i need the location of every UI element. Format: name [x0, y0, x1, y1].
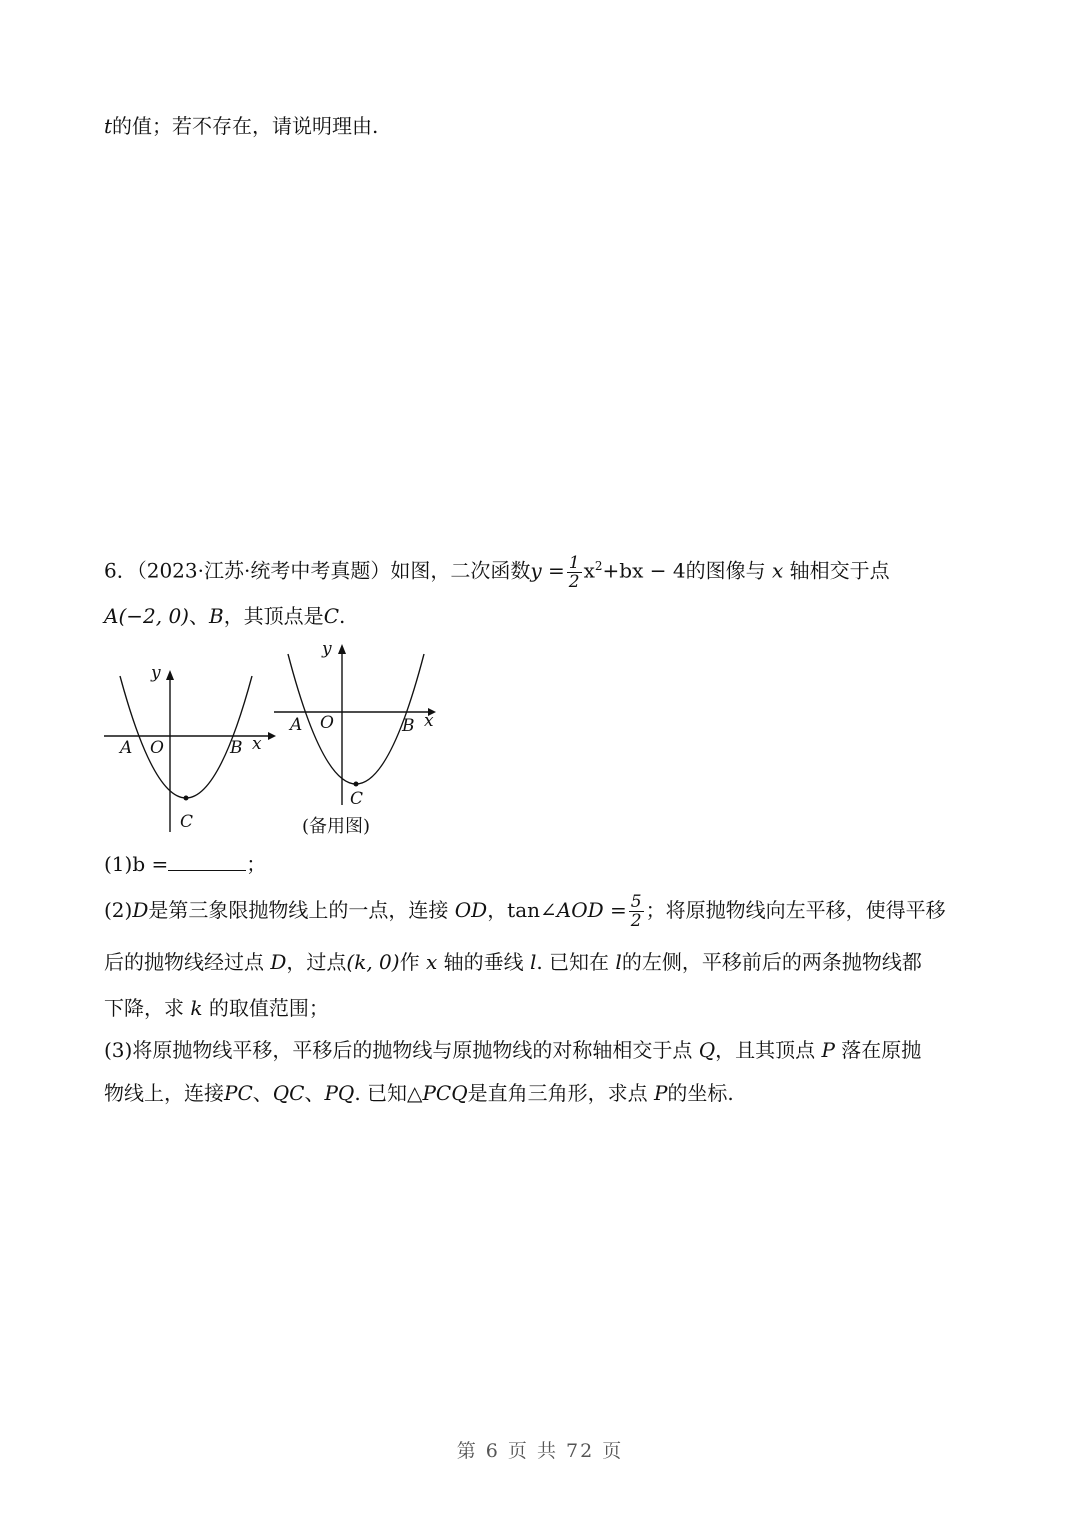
part-3-text: 物线上，连接 — [104, 1081, 224, 1105]
figure-caption: (备用图) — [302, 816, 371, 837]
label-b-2: B — [402, 716, 415, 736]
stem-text: 轴相交于点 — [789, 558, 890, 583]
question-number: 6． — [104, 558, 137, 583]
stem-period: . — [339, 604, 346, 628]
parabola-figure-2 — [270, 640, 450, 815]
point-a-coord: A(−2, 0) — [104, 604, 189, 628]
fraction-denominator: 2 — [568, 571, 580, 592]
fraction-numerator: 5 — [630, 892, 642, 912]
point-p: P — [653, 1081, 668, 1105]
part-2-text: 后的抛物线经过点 — [104, 950, 264, 974]
answer-blank — [168, 850, 246, 871]
label-o-1: O — [150, 738, 164, 758]
formula-x: x — [583, 558, 595, 583]
part-2-text: 的左侧，平移前后的两条抛物线都 — [621, 950, 922, 974]
formula-fraction — [567, 554, 582, 591]
point-q: Q — [698, 1038, 716, 1062]
part-2-text: 轴的垂线 — [443, 950, 524, 974]
label-a-2: A — [290, 715, 303, 735]
vertex-dot-2 — [354, 782, 359, 787]
tan-fraction — [629, 893, 644, 930]
y-axis-arrow-1 — [166, 670, 174, 680]
vertex-dot-1 — [184, 796, 189, 801]
segment-pc: PC — [224, 1081, 253, 1105]
part-2-text: 是第三象限抛物线上的一点，连接 — [148, 898, 449, 922]
point-k: (k, 0) — [346, 950, 400, 974]
formula-rest: +bx − 4 — [602, 558, 686, 583]
var-k: k — [190, 996, 203, 1020]
parabola-curve-1 — [120, 676, 252, 798]
part-1-label: (1)b = — [104, 852, 169, 876]
label-y-1: y — [151, 663, 161, 683]
label-x-2: x — [424, 711, 434, 731]
part-2-line2 — [104, 947, 922, 977]
part-2-text: 下降，求 — [104, 996, 184, 1020]
label-b-1: B — [230, 738, 243, 758]
segment-qc: QC — [272, 1081, 305, 1105]
prev-problem-tail — [104, 111, 378, 141]
fraction-denominator: 2 — [630, 911, 642, 931]
label-o-2: O — [320, 713, 334, 733]
part-2-text: ；将原抛物线向左平移，使得平移 — [645, 898, 946, 922]
parabola-figure-1 — [100, 660, 280, 835]
formula-exponent: 2 — [594, 559, 603, 573]
angle-aod: AOD — [556, 898, 604, 922]
page-footer: 第 6 页 共 72 页 — [456, 1440, 624, 1462]
part-1-end: ； — [246, 852, 267, 876]
fraction-numerator: 1 — [568, 552, 580, 573]
prev-text: 的值；若不存在，请说明理由. — [112, 114, 379, 138]
stem-text: ，其顶点是 — [223, 604, 324, 628]
equals-sign: = — [610, 898, 627, 922]
part-2-line3 — [104, 993, 329, 1023]
part-2-text: ，过点 — [286, 950, 347, 974]
label-c-2: C — [350, 789, 364, 809]
axis-x-var: x — [771, 558, 784, 583]
part-2-label: (2) — [104, 898, 133, 922]
part-3-text: ，且其顶点 — [715, 1038, 816, 1062]
part-2-text: . 已知在 — [536, 950, 610, 974]
part-2-text: 作 — [399, 950, 420, 974]
point-d: D — [270, 950, 287, 974]
point-b: B — [208, 604, 224, 628]
line-l: l — [529, 950, 537, 974]
point-p: P — [821, 1038, 835, 1062]
axis-x-var: x — [425, 950, 438, 974]
var-t: t — [104, 114, 113, 138]
segment-od: OD — [454, 898, 488, 922]
stem-text: 如图，二次函数 — [390, 558, 531, 583]
label-c-1: C — [180, 812, 194, 832]
part-3-text: . 已知△ — [354, 1081, 423, 1105]
formula-y: y = — [530, 558, 565, 583]
part-3-line2 — [104, 1078, 734, 1108]
part-3-text: (3)将原抛物线平移，平移后的抛物线与原抛物线的对称轴相交于点 — [104, 1038, 693, 1062]
part-3-text: 是直角三角形，求点 — [467, 1081, 648, 1105]
separator: 、 — [304, 1081, 325, 1105]
label-a-1: A — [120, 738, 133, 758]
label-x-1: x — [252, 734, 262, 754]
part-3-text: 的坐标. — [667, 1081, 734, 1105]
question-6-stem-line1 — [104, 546, 890, 592]
segment-pq: PQ — [324, 1081, 355, 1105]
part-2-text: 的取值范围； — [208, 996, 329, 1020]
question-6-stem-line2 — [104, 601, 345, 631]
part-3-line1 — [104, 1035, 921, 1065]
separator: 、 — [252, 1081, 273, 1105]
stem-text: 的图像与 — [685, 558, 766, 583]
part-2-line1 — [104, 890, 946, 930]
triangle-pcq: PCQ — [422, 1081, 468, 1105]
y-axis-arrow-2 — [338, 644, 346, 654]
tan-angle: ，tan∠ — [487, 898, 557, 922]
line-l: l — [615, 950, 622, 974]
separator: 、 — [188, 604, 209, 628]
label-y-2: y — [322, 640, 332, 659]
part-3-text: 落在原抛 — [841, 1038, 922, 1062]
point-c: C — [323, 604, 339, 628]
question-source: （2023·江苏·统考中考真题） — [136, 558, 391, 583]
part-1 — [104, 849, 266, 879]
point-d: D — [132, 898, 149, 922]
